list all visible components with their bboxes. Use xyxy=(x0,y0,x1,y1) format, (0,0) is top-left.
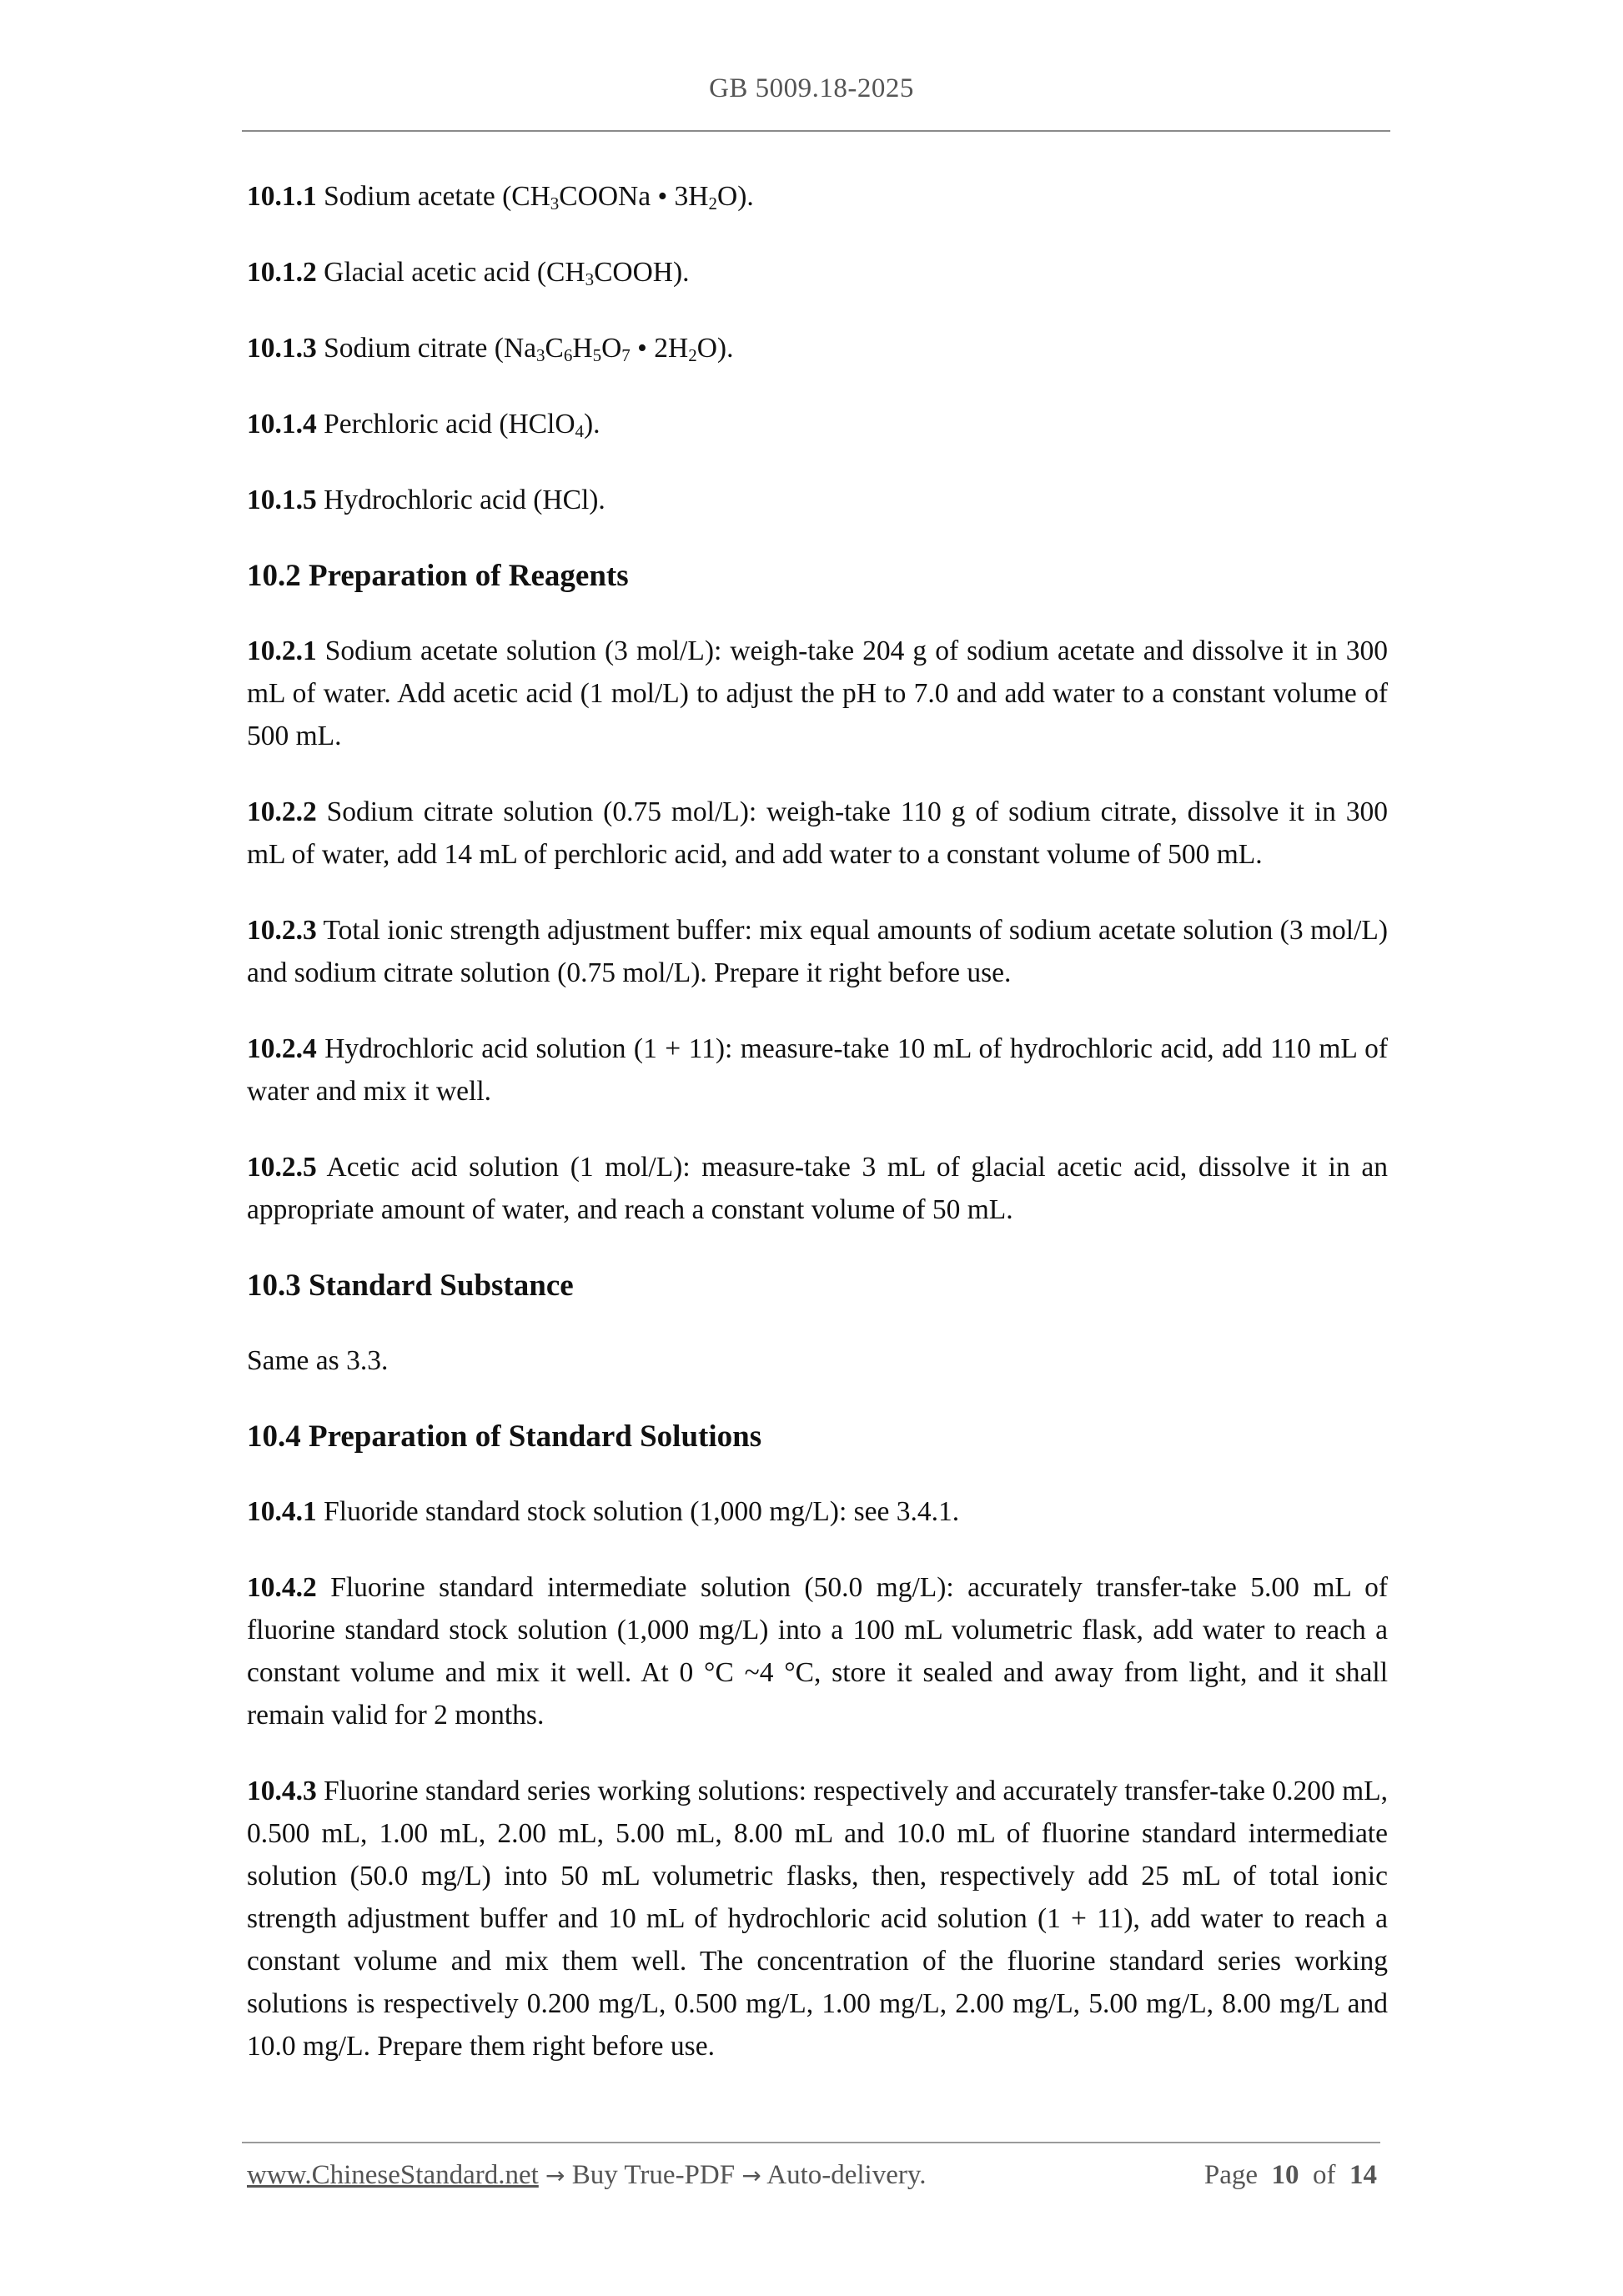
clause-text: O). xyxy=(717,181,754,212)
subscript: 3 xyxy=(585,269,595,289)
clause-number: 10.2.2 xyxy=(247,796,317,827)
clause-10-1-4 xyxy=(247,403,1388,445)
subscript: 3 xyxy=(536,345,545,365)
buy-true-pdf-text: Buy True-PDF xyxy=(565,2160,742,2190)
current-page: 10 xyxy=(1271,2160,1299,2190)
clause-text: O xyxy=(601,333,622,364)
clause-10-3-body xyxy=(247,1339,1388,1382)
subscript: 3 xyxy=(550,193,560,214)
clause-text: Glacial acetic acid (CH xyxy=(316,257,585,288)
clause-number: 10.1.2 xyxy=(247,257,317,288)
clause-10-1-1 xyxy=(247,175,1388,218)
clause-number: 10.4.2 xyxy=(247,1572,317,1603)
clause-text: C xyxy=(545,333,564,364)
header-divider xyxy=(242,130,1390,132)
clause-number: 10.2.3 xyxy=(247,915,317,946)
clause-number: 10.2.1 xyxy=(247,636,317,666)
total-pages: 14 xyxy=(1349,2160,1377,2190)
of-label: of xyxy=(1313,2160,1336,2190)
clause-text: Sodium citrate (Na xyxy=(316,333,537,364)
section-heading-10-2: 10.2 Preparation of Reagents xyxy=(247,559,629,593)
footer-divider xyxy=(242,2142,1380,2143)
clause-number: 10.1.1 xyxy=(247,181,317,212)
page-number xyxy=(1204,2160,1377,2191)
page-label: Page xyxy=(1203,2160,1258,2190)
document-code-header: GB 5009.18-2025 xyxy=(709,73,914,103)
clause-number: 10.4.3 xyxy=(247,1776,317,1806)
clause-number: 10.1.3 xyxy=(247,333,317,364)
clause-text: Perchloric acid (HClO xyxy=(316,409,575,440)
clause-10-1-2 xyxy=(247,251,1388,294)
clause-text: Sodium acetate solution (3 mol/L): weigh-take 204 g of sodium acetate and dissolve it in 300 mL of water. Add acetic acid (1 mol/L) to adjust the pH to 7.0 and add water to a constant volume of 500 mL. xyxy=(247,636,1388,751)
clause-number: 10.2.4 xyxy=(247,1033,317,1064)
clause-text: ). xyxy=(584,409,600,440)
arrow-right-icon: → xyxy=(741,2162,761,2189)
clause-text: Hydrochloric acid (HCl). xyxy=(316,485,605,515)
clause-text: COOH). xyxy=(594,257,690,288)
clause-10-1-3 xyxy=(247,327,1388,369)
clause-text: Total ionic strength adjustment buffer: mix equal amounts of sodium acetate solution (3 mol/L) and sodium citrate solution (0.75 mol/L). Prepare it right before use. xyxy=(247,915,1388,988)
subscript: 4 xyxy=(575,421,585,441)
clause-text: Same as 3.3. xyxy=(247,1345,389,1376)
subscript: 2 xyxy=(708,193,717,214)
subscript: 6 xyxy=(563,345,573,365)
clause-number: 10.1.4 xyxy=(247,409,317,440)
document-body xyxy=(247,175,1388,2101)
page-footer xyxy=(247,2160,1377,2202)
clause-10-2-1 xyxy=(247,630,1388,757)
clause-number: 10.1.5 xyxy=(247,485,317,515)
clause-text: O). xyxy=(696,333,734,364)
clause-10-4-3 xyxy=(247,1770,1388,2067)
clause-10-2-2 xyxy=(247,791,1388,876)
clause-text: COONa • 3H xyxy=(559,181,709,212)
arrow-right-icon: → xyxy=(545,2162,565,2189)
footer-promo xyxy=(247,2160,926,2191)
clause-10-2-3 xyxy=(247,909,1388,994)
subscript: 5 xyxy=(592,345,602,365)
clause-number: 10.2.5 xyxy=(247,1152,317,1183)
subscript: 7 xyxy=(621,345,631,365)
clause-10-4-2 xyxy=(247,1566,1388,1736)
clause-text: Fluorine standard intermediate solution (50.0 mg/L): accurately transfer-take 5.00 mL of fluorine standard stock solution (1,000 mg/L) into a 100 mL volumetric flask, add water to reach a constant volume and mix it well. At 0 °C ~4 °C, store it sealed and away from light, and it shall remain valid for 2 months. xyxy=(247,1572,1388,1731)
clause-number: 10.4.1 xyxy=(247,1496,317,1527)
clause-10-1-5 xyxy=(247,479,1388,521)
clause-text: H xyxy=(572,333,593,364)
clause-10-2-5 xyxy=(247,1146,1388,1231)
clause-text: • 2H xyxy=(630,333,689,364)
clause-10-4-1 xyxy=(247,1490,1388,1533)
clause-text: Fluorine standard series working solutions: respectively and accurately transfer-take 0.200 mL, 0.500 mL, 1.00 mL, 2.00 mL, 5.00 mL, 8.00 mL and 10.0 mL of fluorine standard intermediate solution (50.0 mg/L) into 50 mL volumetric flasks, then, respectively add 25 mL of total ionic strength adjustment buffer and 10 mL of hydrochloric acid solution (1 + 11), add water to reach a constant volume and mix them well. The concentration of the fluorine standard series working solutions is respectively 0.200 mg/L, 0.500 mg/L, 1.00 mg/L, 2.00 mg/L, 5.00 mg/L, 8.00 mg/L and 10.0 mg/L. Prepare them right before use. xyxy=(247,1776,1388,2062)
chinesestandard-link[interactable]: www.ChineseStandard.net xyxy=(247,2160,539,2190)
section-heading-10-3: 10.3 Standard Substance xyxy=(247,1269,574,1303)
clause-10-2-4 xyxy=(247,1027,1388,1113)
clause-text: Sodium citrate solution (0.75 mol/L): weigh-take 110 g of sodium citrate, dissolve it in 300 mL of water, add 14 mL of perchloric acid, and add water to a constant volume of 500 mL. xyxy=(247,796,1388,870)
subscript: 2 xyxy=(688,345,697,365)
clause-text: Sodium acetate (CH xyxy=(316,181,550,212)
clause-text: Hydrochloric acid solution (1 + 11): measure-take 10 mL of hydrochloric acid, add 110 mL of water and mix it well. xyxy=(247,1033,1388,1107)
auto-delivery-text: Auto-delivery. xyxy=(761,2160,927,2190)
clause-text: Fluoride standard stock solution (1,000 mg/L): see 3.4.1. xyxy=(316,1496,960,1527)
clause-text: Acetic acid solution (1 mol/L): measure-take 3 mL of glacial acetic acid, dissolve it in an appropriate amount of water, and reach a constant volume of 50 mL. xyxy=(247,1152,1388,1225)
section-heading-10-4: 10.4 Preparation of Standard Solutions xyxy=(247,1419,762,1454)
